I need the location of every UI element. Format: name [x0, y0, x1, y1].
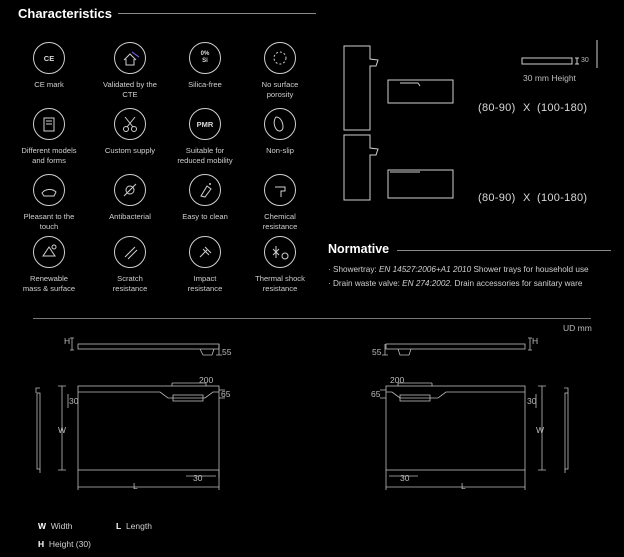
left-200-label: 200 [199, 375, 214, 385]
feature-label: Pleasant to the touch [23, 212, 75, 231]
left-30-top-label: 30 [69, 396, 79, 406]
feature-label: Silica-free [188, 80, 222, 89]
feature-label: Thermal shock resistance [255, 274, 305, 293]
characteristics-title: Characteristics [18, 6, 112, 21]
legend-length: L Length [116, 521, 152, 531]
normative-line-drain: · Drain waste valve: EN 274:2002. Drain accessories for sanitary ware [328, 279, 583, 288]
size-row1-length: (100-180) [537, 102, 588, 114]
size-row2-length: (100-180) [537, 192, 588, 204]
right-55-label: 55 [372, 347, 382, 357]
right-30-top-label: 30 [527, 396, 537, 406]
feature-label: Validated by the CTE [103, 80, 157, 99]
feature-label: Antibacterial [109, 212, 151, 221]
feature-label: Easy to clean [182, 212, 228, 221]
left-65-label: 65 [221, 389, 231, 399]
size-row2-width: (80-90) [478, 192, 516, 204]
right-200-label: 200 [390, 375, 405, 385]
left-30-bottom-label: 30 [193, 473, 203, 483]
feature-label: Suitable for reduced mobility [177, 146, 233, 165]
normative-title: Normative [328, 242, 390, 256]
left-55-label: 55 [222, 347, 232, 357]
size-row1-x: X [523, 102, 531, 114]
feature-label: Different models and forms [21, 146, 77, 165]
feature-label: Chemical resistance [262, 212, 298, 231]
left-l-label: L [133, 481, 138, 491]
left-h-label: H [64, 336, 71, 346]
height-label: 30 mm Height [523, 73, 576, 83]
feature-label: Custom supply [104, 146, 156, 155]
size-row2-x: X [523, 192, 531, 204]
unit-label: UD mm [563, 323, 592, 333]
ce-mark-icon: CE [33, 42, 65, 74]
right-65-label: 65 [371, 389, 381, 399]
feature-label: Renewable mass & surface [22, 274, 76, 293]
right-h-label: H [532, 336, 539, 346]
legend-height: H Height (30) [38, 539, 91, 549]
feature-label: CE mark [34, 80, 64, 89]
feature-label: No surface porosity [261, 80, 299, 99]
right-w-label: W [536, 425, 545, 435]
size-row1-width: (80-90) [478, 102, 516, 114]
feature-label: Impact resistance [187, 274, 223, 293]
left-w-label: W [58, 425, 67, 435]
feature-label: Non-slip [266, 146, 294, 155]
legend-width: W Width [38, 521, 73, 531]
feature-label: Scratch resistance [112, 274, 148, 293]
reduced-mobility-icon: PMR [189, 108, 221, 140]
right-30-bottom-label: 30 [400, 473, 410, 483]
right-l-label: L [461, 481, 466, 491]
height-value: 30 [581, 57, 589, 64]
silica-free-icon: 0% Si [189, 42, 221, 74]
normative-line-showertray: · Showertray: EN 14527:2006+A1 2010 Shower trays for household use [328, 265, 589, 274]
